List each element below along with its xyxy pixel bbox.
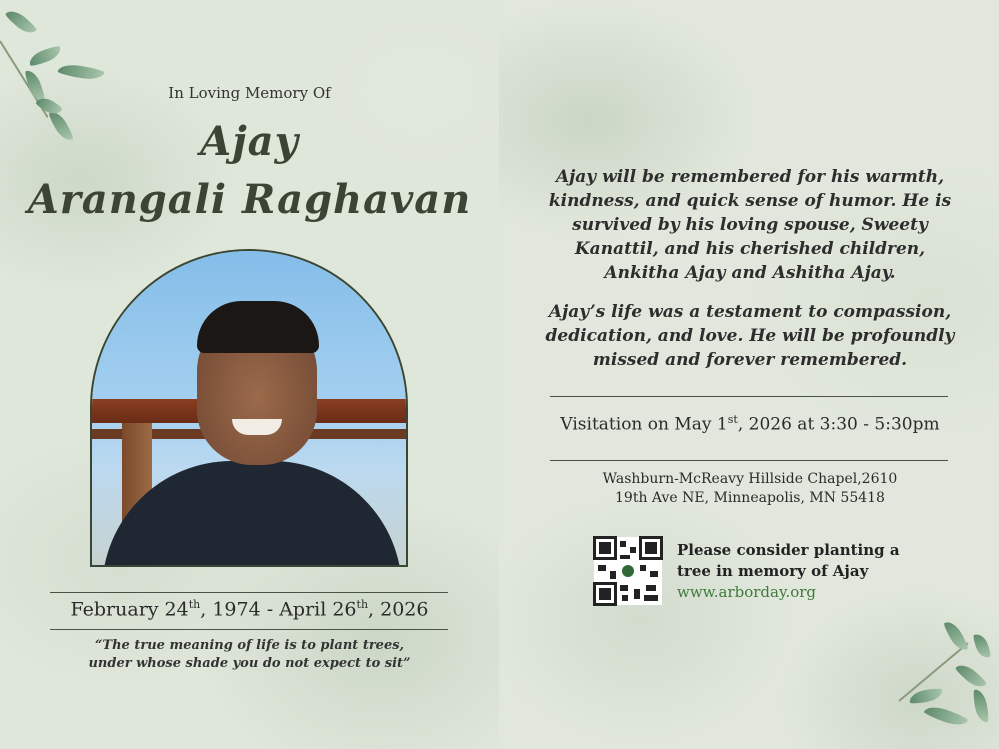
visitation-info: Visitation on May 1st, 2026 at 3:30 - 5:30pm [560,413,940,435]
full-name: Arangali Raghavan [27,176,472,223]
bio-paragraph-1: Ajay will be remembered for his warmth, kindness, and quick sense of humor. He is survived by his loving spouse, Sweety Kanattil, and his cherished children, Ankitha Ajay and Ashitha Ajay. [548,167,952,283]
divider-bottom [50,629,448,630]
first-name: Ajay [200,118,299,165]
memorial-quote: “The true meaning of life is to plant trees, under whose shade you do not expect to sit” [88,638,411,671]
divider-top [50,592,448,593]
chapel-address: Washburn-McReavy Hillside Chapel,2610 19th Ave NE, Minneapolis, MN 55418 [602,471,898,506]
bio-paragraph-2: Ajay’s life was a testament to compassion, dedication, and love. He will be profoundly missed and forever remembered. [545,302,955,370]
front-panel [0,0,499,749]
divider-visit-bottom [550,460,948,461]
portrait-photo [90,249,408,567]
tree-planting-message: Please consider planting a tree in memory of Ajay [677,541,900,580]
intro-text: In Loving Memory Of [168,84,331,102]
arborday-link[interactable]: www.arborday.org [677,583,817,601]
life-dates: February 24th, 1974 - April 26th, 2026 [70,598,429,621]
back-panel [499,0,999,749]
qr-code-icon[interactable] [594,537,662,605]
divider-visit-top [550,396,948,397]
